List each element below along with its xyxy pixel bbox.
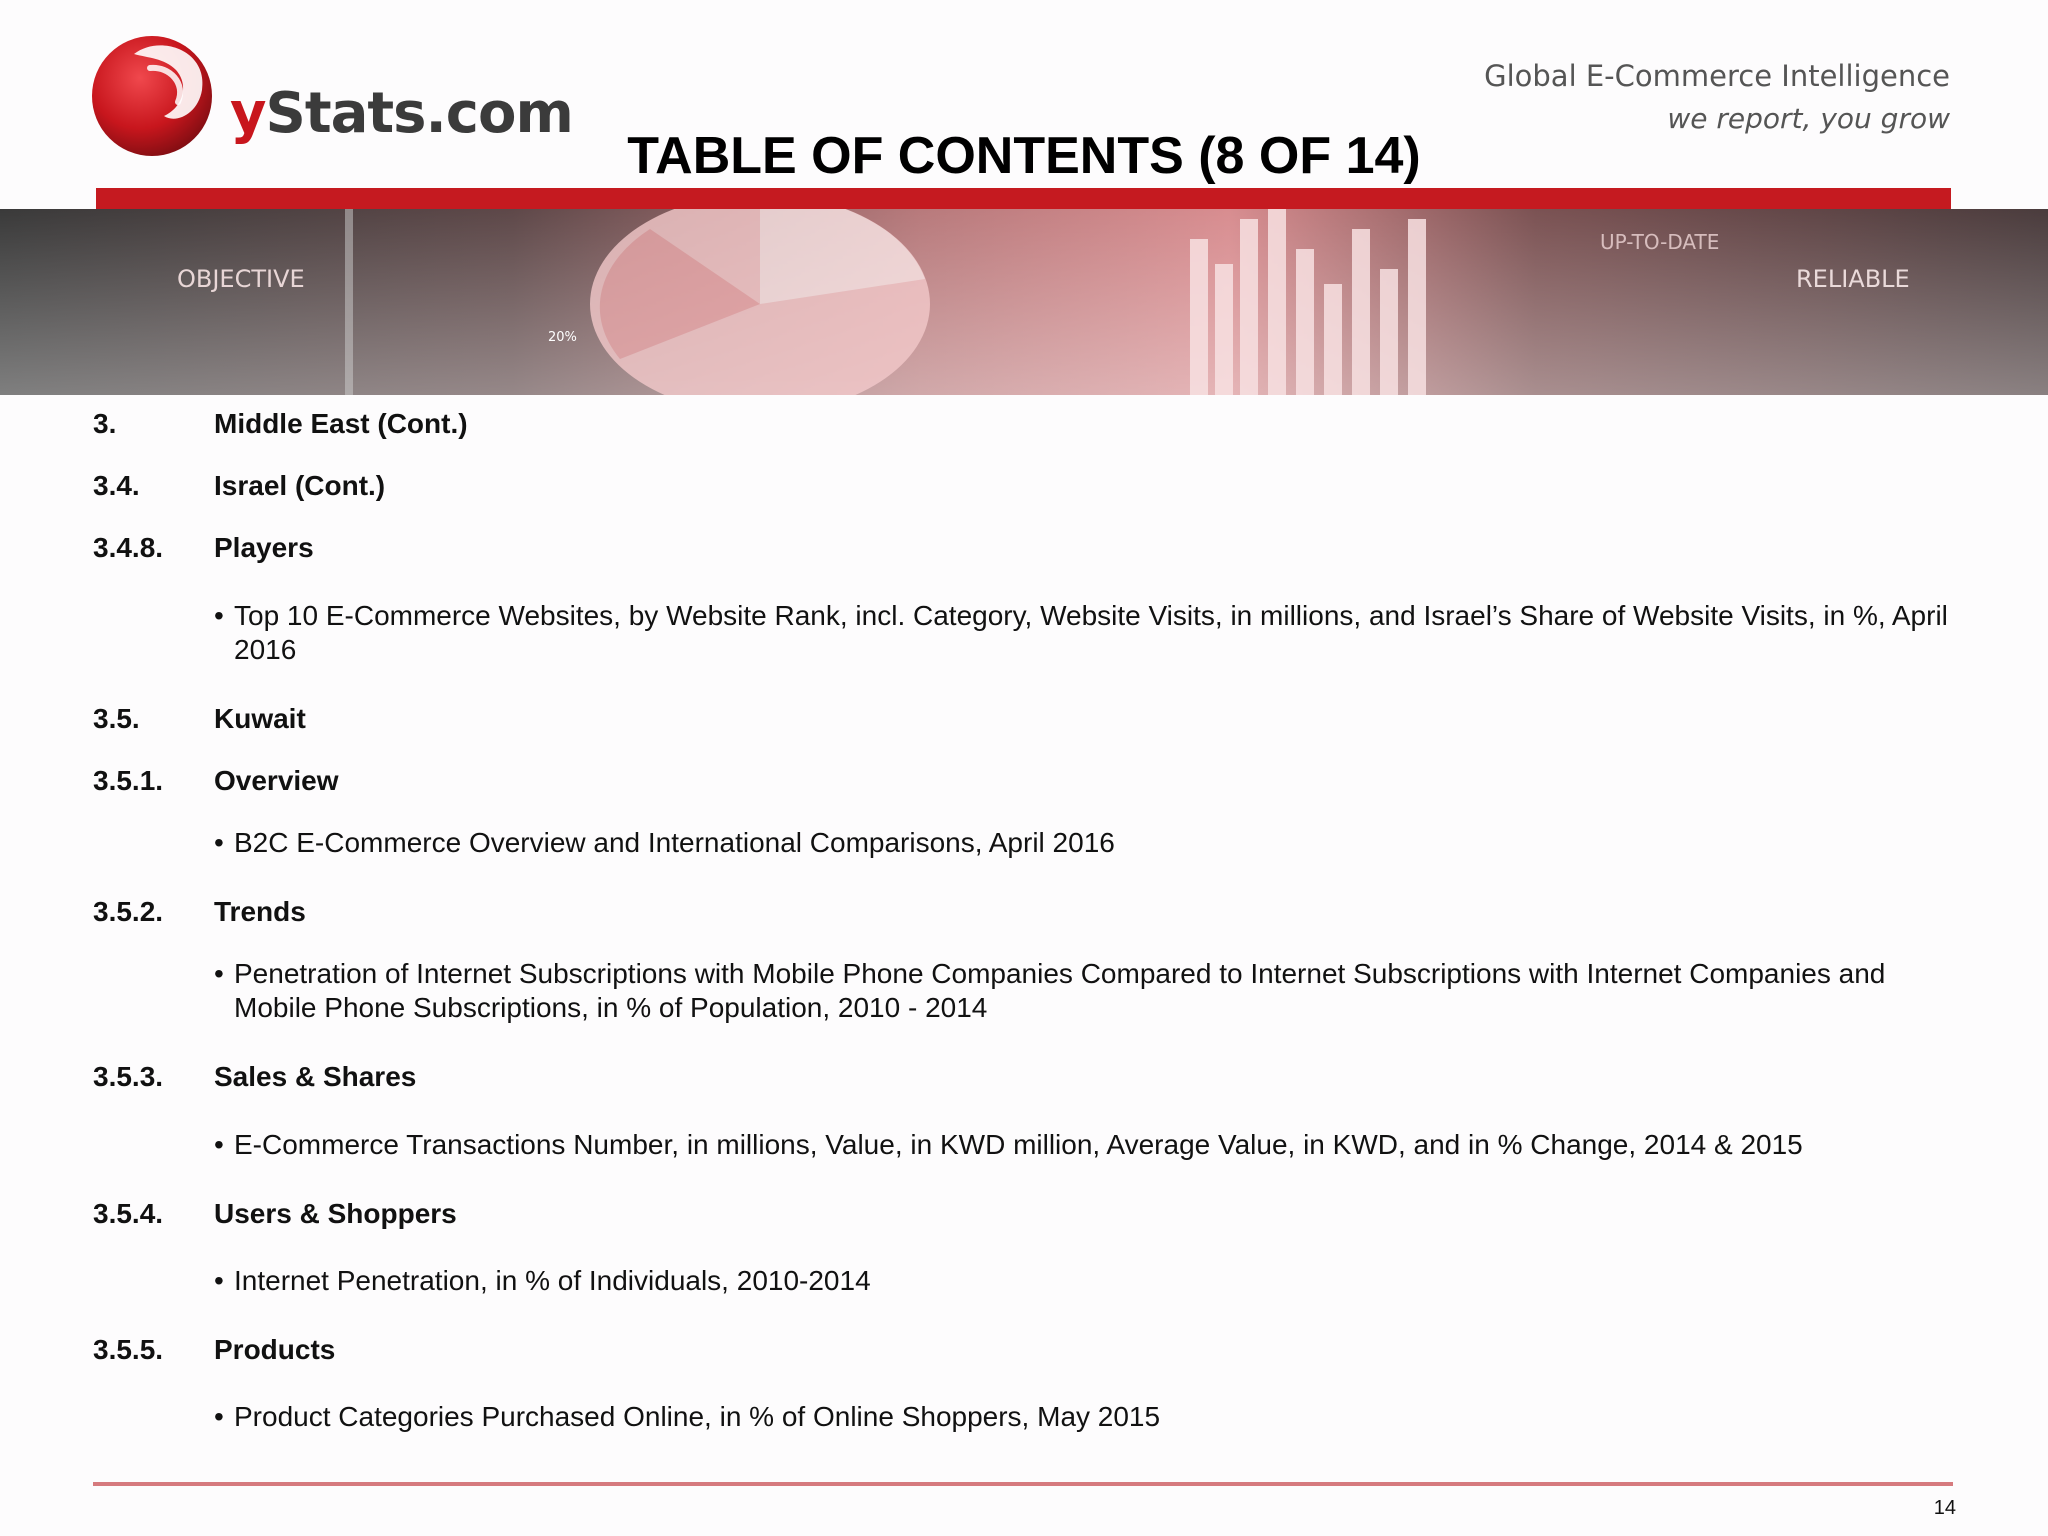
toc-heading-kuwait: Kuwait — [214, 703, 306, 734]
toc-number-3-4-8: 3.4.8. — [93, 532, 164, 563]
toc-heading-sales-shares: Sales & Shares — [214, 1061, 417, 1092]
toc-number-3-5-5: 3.5.5. — [93, 1334, 164, 1365]
toc-number-3-5-1: 3.5.1. — [93, 765, 164, 796]
toc-bullet-israel-top-websites: • Top 10 E-Commerce Websites, by Website Rank, incl. Category, Website Visits, in millions, and Israel’s Share of Website Visits, in %, April 2016 — [214, 599, 1974, 667]
banner-label-reliable: RELIABLE — [1796, 265, 1910, 293]
toc-heading-players: Players — [214, 532, 314, 563]
toc-bullet-kuwait-overview: • B2C E-Commerce Overview and International Comparisons, April 2016 — [214, 826, 1974, 860]
toc-heading-middle-east: Middle East (Cont.) — [214, 408, 468, 439]
tagline-line-2: we report, you grow — [1667, 102, 1950, 135]
toc-bullet-kuwait-products: • Product Categories Purchased Online, in % of Online Shoppers, May 2015 — [214, 1400, 1974, 1434]
toc-heading-overview: Overview — [214, 765, 339, 796]
toc-bullet-kuwait-sales: • E-Commerce Transactions Number, in millions, Value, in KWD million, Average Value, in KWD, and in % Change, 2014 & 2015 — [214, 1128, 1974, 1162]
toc-heading-israel: Israel (Cont.) — [214, 470, 386, 501]
footer-divider — [93, 1482, 1953, 1486]
toc-number-3-5-2: 3.5.2. — [93, 896, 164, 927]
banner-label-objective: OBJECTIVE — [177, 265, 305, 293]
toc-bullet-kuwait-trends: • Penetration of Internet Subscriptions with Mobile Phone Companies Compared to Internet Subscriptions with Internet Companies and Mobile Phone Subscriptions, in % of Population, 2010 - 2014 — [214, 957, 1974, 1025]
banner-chart-label: 20% — [548, 330, 577, 345]
toc-number-3-5: 3.5. — [93, 703, 140, 734]
tagline-line-1: Global E-Commerce Intelligence — [1484, 59, 1950, 93]
banner-label-up-to-date: UP-TO-DATE — [1600, 230, 1720, 254]
logo-wordmark-rest: Stats.com — [265, 81, 573, 146]
toc-number-3-5-3: 3.5.3. — [93, 1061, 164, 1092]
toc-heading-trends: Trends — [214, 896, 306, 927]
toc-heading-users-shoppers: Users & Shoppers — [214, 1198, 457, 1229]
page-number: 14 — [1933, 1497, 1956, 1519]
logo-wordmark-y: y — [230, 81, 266, 146]
toc-bullet-kuwait-users: • Internet Penetration, in % of Individuals, 2010-2014 — [214, 1264, 1974, 1298]
toc-heading-products: Products — [214, 1334, 336, 1365]
toc-number-3-4: 3.4. — [93, 470, 140, 501]
page-title: TABLE OF CONTENTS (8 OF 14) — [627, 127, 1421, 185]
toc-number-3: 3. — [93, 408, 117, 439]
toc-number-3-5-4: 3.5.4. — [93, 1198, 164, 1229]
